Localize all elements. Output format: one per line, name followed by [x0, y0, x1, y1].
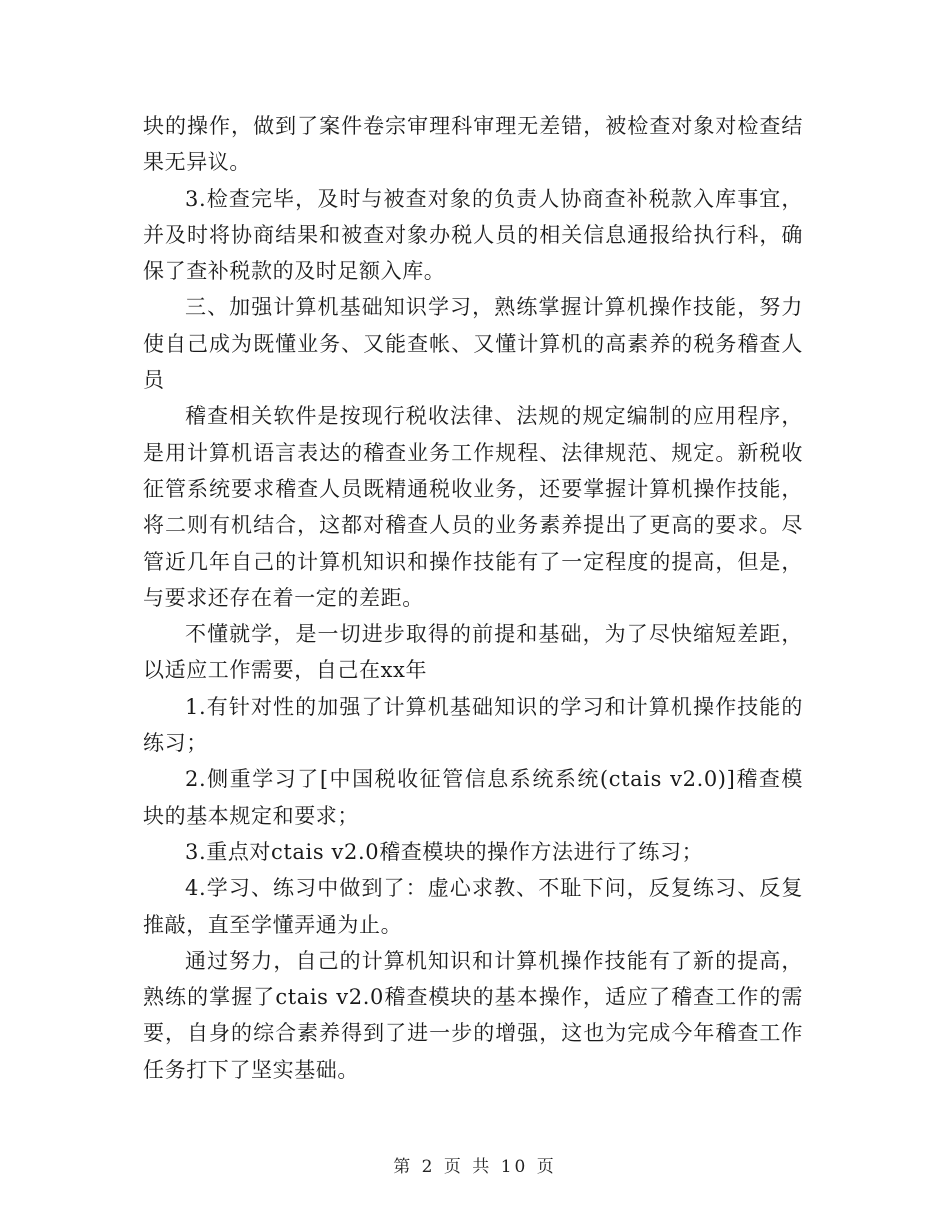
- list-item-4: 4.学习、练习中做到了：虚心求教、不耻下问，反复练习、反复推敲，直至学懂弄通为止。: [143, 876, 803, 937]
- list-item-1: 1.有针对性的加强了计算机基础知识的学习和计算机操作技能的练习；: [143, 694, 803, 756]
- document-body: [143, 108, 803, 1088]
- paragraph-continuation: 块的操作，做到了案件卷宗审理科审理无差错，被检查对象对检查结果无异议。: [143, 114, 803, 175]
- list-item-2: 2.侧重学习了[中国税收征管信息系统系统(ctais v2.0)]稽查模块的基本规定和要求；: [143, 767, 803, 828]
- paragraph-software-intro: 稽查相关软件是按现行税收法律、法规的规定编制的应用程序，是用计算机语言表达的稽查业务工作规程、法律规范、规定。新税收征管系统要求稽查人员既精通税收业务，还要掌握计算机操作技能，将二则有机结合，这都对稽查人员的业务素养提出了更高的要求。尽管近几年自己的计算机知识和操作技能有了一定程度的提高，但是，与要求还存在着一定的差距。: [143, 404, 803, 610]
- list-item-3: 3.重点对ctais v2.0稽查模块的操作方法进行了练习；: [185, 839, 704, 864]
- paragraph-conclusion: 通过努力，自己的计算机知识和计算机操作技能有了新的提高，熟练的掌握了ctais v2.0稽查模块的基本操作，适应了稽查工作的需要，自身的综合素养得到了进一步的增强，这也为完成今年稽查工作任务打下了坚实基础。: [143, 948, 803, 1082]
- paragraph-learning-intro: 不懂就学，是一切进步取得的前提和基础，为了尽快缩短差距，以适应工作需要，自己在xx年: [143, 622, 803, 683]
- paragraph-item-3-check-complete: 3.检查完毕，及时与被查对象的负责人协商查补税款入库事宜，并及时将协商结果和被查对象办税人员的相关信息通报给执行科，确保了查补税款的及时足额入库。: [143, 186, 803, 284]
- section-heading-three: 三、加强计算机基础知识学习，熟练掌握计算机操作技能，努力使自己成为既懂业务、又能查帐、又懂计算机的高素养的税务稽查人员: [143, 295, 803, 393]
- page-number-footer: 第 2 页 共 10 页: [393, 1157, 557, 1177]
